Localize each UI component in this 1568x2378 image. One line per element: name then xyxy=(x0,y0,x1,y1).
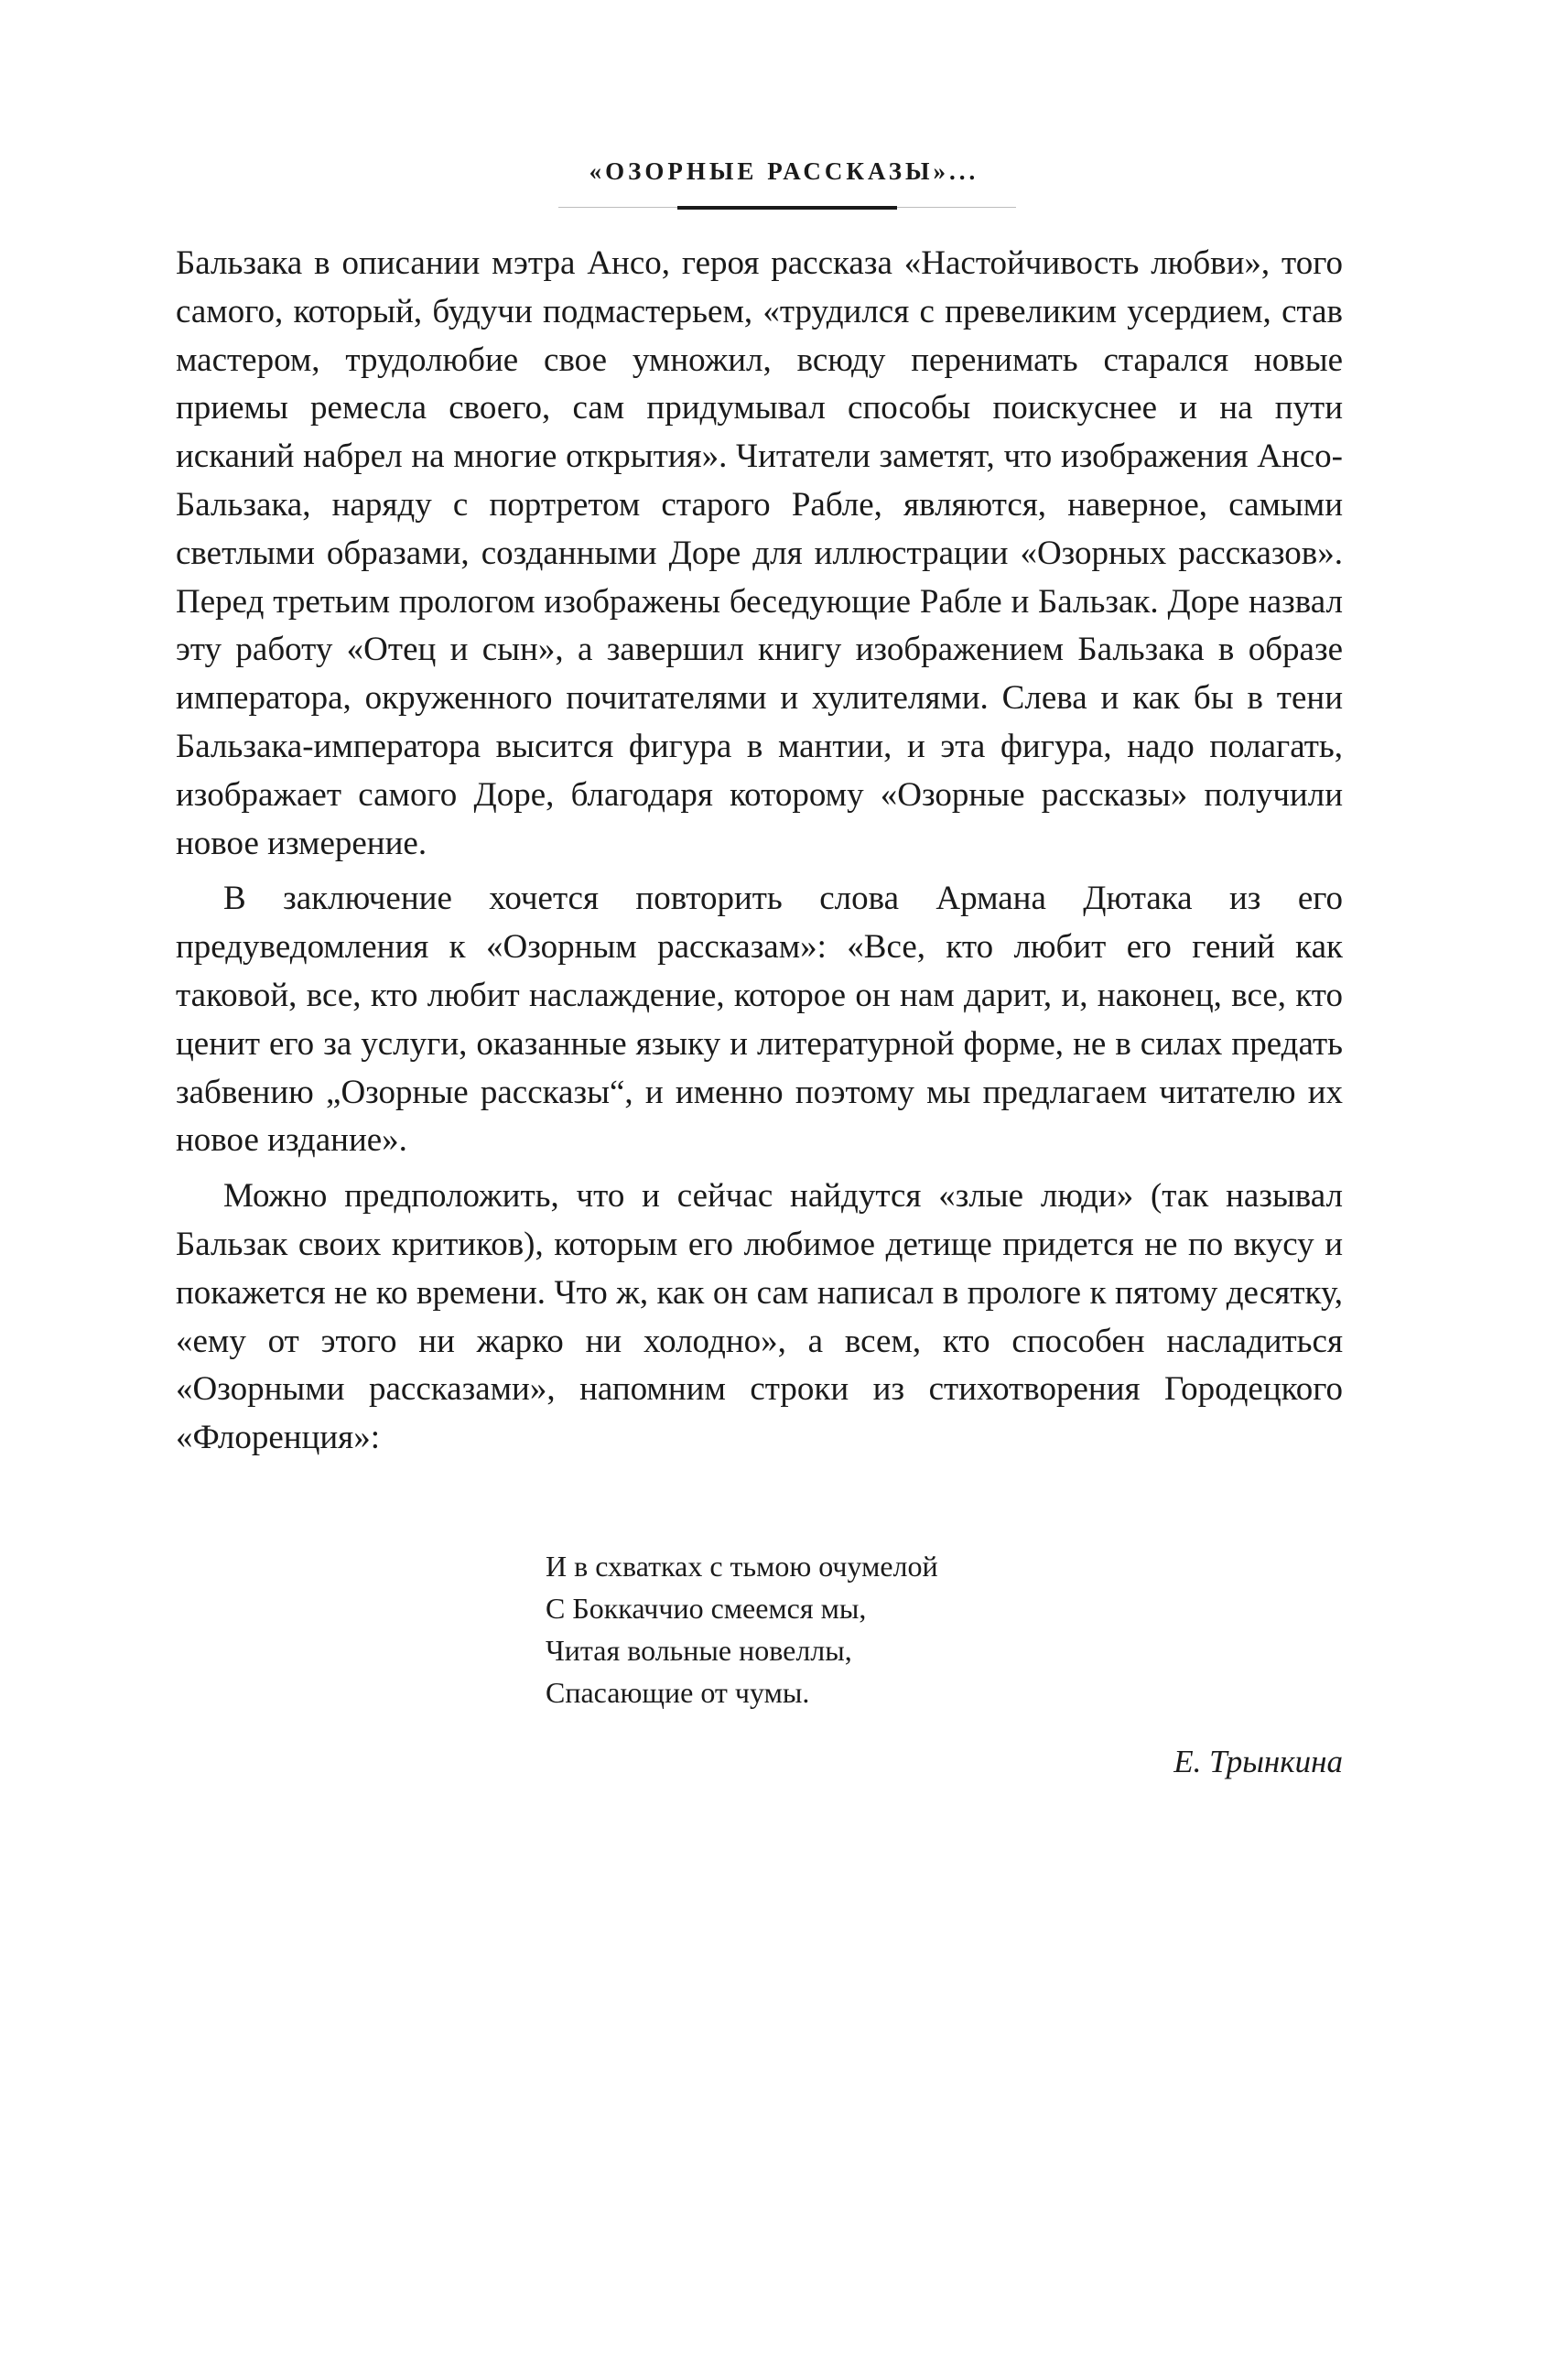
body-text xyxy=(176,240,1343,1470)
paragraph-final: Можно предположить, что и сейчас найдутся «злые люди» (так называл Бальзак своих критиков), которым его любимое детище придется не по вкусу и покажется не ко времени. Что ж, как он сам написал в прологе к пятому десятку, «ему от этого ни жарко ни холодно», а всем, кто способен насладиться «Озорными рассказами», напомним строки из стихотворения Городецкого «Флоренция»: xyxy=(176,1177,1343,1457)
author-signature: Е. Трынкина xyxy=(1173,1744,1343,1779)
paragraph-continuation: Бальзака в описании мэтра Ансо, героя рассказа «Настойчивость любви», того самого, который, будучи подмастерьем, «трудился с превеликим усердием, став мастером, трудолюбие свое умножил, всюду перенимать старался новые приемы ремесла своего, сам придумывал способы поискуснее и на пути исканий набрел на многие открытия». Читатели заметят, что изображения Ансо-Бальзака, наряду с портретом старого Рабле, являются, наверное, самыми светлыми образами, созданными Доре для иллюстрации «Озорных рассказов». Перед третьим прологом изображены беседующие Рабле и Бальзак. Доре назвал эту работу «Отец и сын», а завершил книгу изображением Бальзака в образе императора, окруженного почитателями и хулителями. Слева и как бы в тени Бальзака-императора высится фигура в мантии, и эта фигура, надо полагать, изображает самого Доре, благодаря которому «Озорные рассказы» получили новое измерение. xyxy=(176,244,1343,862)
verse-line: И в схватках с тьмою очумелой xyxy=(546,1550,938,1583)
verse-line: Читая вольные новеллы, xyxy=(546,1634,852,1667)
running-title: «ОЗОРНЫЕ РАССКАЗЫ»... xyxy=(589,157,979,185)
header-rule xyxy=(677,206,897,210)
verse-quote xyxy=(546,1545,938,1713)
verse-line: С Боккаччио смеемся мы, xyxy=(546,1592,867,1625)
verse-line: Спасающие от чумы. xyxy=(546,1676,810,1709)
paragraph-conclusion: В заключение хочется повторить слова Армана Дютака из его предуведомления к «Озорным рассказам»: «Все, кто любит его гений как таковой, все, кто любит наслаждение, которое он нам дарит, и, наконец, все, кто ценит его за услуги, оказанные языку и литературной форме, не в силах предать забвению „Озорные рассказы“, и именно поэтому мы предлагаем читателю их новое издание». xyxy=(176,880,1343,1160)
